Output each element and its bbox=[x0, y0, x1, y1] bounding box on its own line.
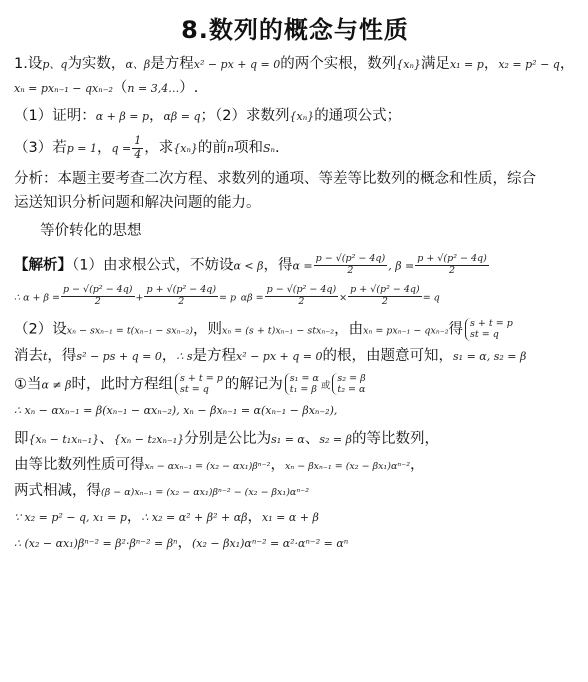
geometric-property-line: 由等比数列性质可得xₙ − αxₙ₋₁ = (x₂ − αx₁)βⁿ⁻²，xₙ − βxₙ₋₁ = (x₂ − βx₁)αⁿ⁻²， bbox=[14, 456, 425, 473]
therefore-geometric: ∴ xₙ − αxₙ₋₁ = β(xₙ₋₁ − αxₙ₋₂), xₙ − βxₙ₋₁ = α(xₙ₋₁ − βxₙ₋₂), bbox=[14, 404, 338, 418]
final-line: ∴ (x₂ − αx₁)βⁿ⁻² = β²·βⁿ⁻² = βⁿ，(x₂ − βx₁)αⁿ⁻² = α²·αⁿ⁻² = αⁿ bbox=[14, 535, 349, 552]
prod-fraction-a: $\frac{\text{p − √(p² − 4q)}}{2}$ bbox=[266, 283, 337, 307]
prod-fraction-b: $\frac{\text{p + √(p² − 4q)}}{2}$ bbox=[350, 283, 420, 307]
analysis-idea: 等价转化的思想 bbox=[40, 222, 142, 239]
beta-fraction: $\frac{\text{p + √(p² − 4q)}}{2}$ bbox=[417, 253, 487, 276]
sum-fraction-b: $\frac{\text{p + √(p² − 4q)}}{2}$ bbox=[146, 283, 217, 307]
analysis-line-1: 分析：本题主要考查二次方程、求数列的通项、等差等比数列的概念和性质，综合 bbox=[14, 170, 536, 187]
geometric-sequences-line: 即{xₙ − t₁xₙ₋₁}、{xₙ − t₂xₙ₋₁}分别是公比为s₁ = α、s₂ = β的等比数列， bbox=[14, 430, 439, 447]
page-title: 8.数列的概念与性质 bbox=[181, 16, 409, 44]
alpha-fraction: $\frac{\text{p − √(p² − 4q)}}{2}$ bbox=[315, 253, 386, 276]
analysis-line-2: 运送知识分析问题和解决问题的能力。 bbox=[14, 194, 261, 211]
solution-set-b: s₂ = β t₂ = α bbox=[332, 373, 365, 396]
solution-part-2: （2）设xₙ − sxₙ₋₁ = t(xₙ₋₁ − sxₙ₋₂)，则xₙ = (s + t)xₙ₋₁ − stxₙ₋₂，由xₙ = pxₙ₋₁ − qxₙ₋₂得 s + t = p st = q bbox=[14, 317, 513, 341]
fraction-one-quarter: $\frac{1}{4}$ bbox=[134, 134, 142, 162]
system-s-t: s + t = p st = q bbox=[465, 318, 513, 341]
sum-fraction-a: $\frac{\text{p − √(p² − 4q)}}{2}$ bbox=[62, 283, 133, 307]
problem-line-1: 1.设p、q为实数，α、β是方程x² − px + q = 0的两个实根，数列{xₙ}满足x₁ = p，x₂ = p² − q， bbox=[14, 56, 575, 72]
system-case-1: s + t = p st = q bbox=[175, 373, 223, 396]
solution-part-1-intro: 【解析】（1）由求根公式，不妨设α < β，得α = $\frac{\text{p − √(p² − 4q)}}{2}$ , β = $\frac{\text{p + √(p² − 4q)}}{2}$ bbox=[14, 253, 487, 276]
solution-eliminate-t: 消去t，得s² − ps + q = 0，∴ s是方程x² − px + q = 0的根，由题意可知，s₁ = α, s₂ = β bbox=[14, 347, 527, 364]
document-page bbox=[0, 10, 588, 682]
problem-part-3: （3）若p = 1，q = $\frac{1}{4}$ ，求{xₙ}的前n项和Sₙ. bbox=[14, 134, 280, 162]
solution-set-a: s₁ = α t₁ = β bbox=[285, 373, 319, 396]
solution-case-1: ①当α ≠ β时，此时方程组 s + t = p st = q 的解记为 s₁ = α t₁ = β 或 s₂ = β t₂ = α bbox=[14, 372, 366, 396]
problem-line-2: xₙ = pxₙ₋₁ − qxₙ₋₂（n = 3,4…）. bbox=[14, 80, 199, 97]
subtract-line: 两式相减，得(β − α)xₙ₋₁ = (x₂ − αx₁)βⁿ⁻² − (x₂ − βx₁)αⁿ⁻² bbox=[14, 482, 309, 499]
values-line: ∵ x₂ = p² − q, x₁ = p，∴ x₂ = α² + β² + αβ，x₁ = α + β bbox=[14, 508, 319, 525]
solution-sum-product: ∴ α + β = $\frac{\text{p − √(p² − 4q)}}{2}$ + $\frac{\text{p + √(p² − 4q)}}{2}$ = p αβ = $\frac{\text{p − √(p² − 4q)}}{2}$ × $\frac{\text{p + √(p² − 4q)}}{2}$ = q bbox=[14, 283, 440, 307]
problem-parts-1-2: （1）证明：α + β = p，αβ = q；（2）求数列{xₙ}的通项公式； bbox=[14, 108, 402, 125]
